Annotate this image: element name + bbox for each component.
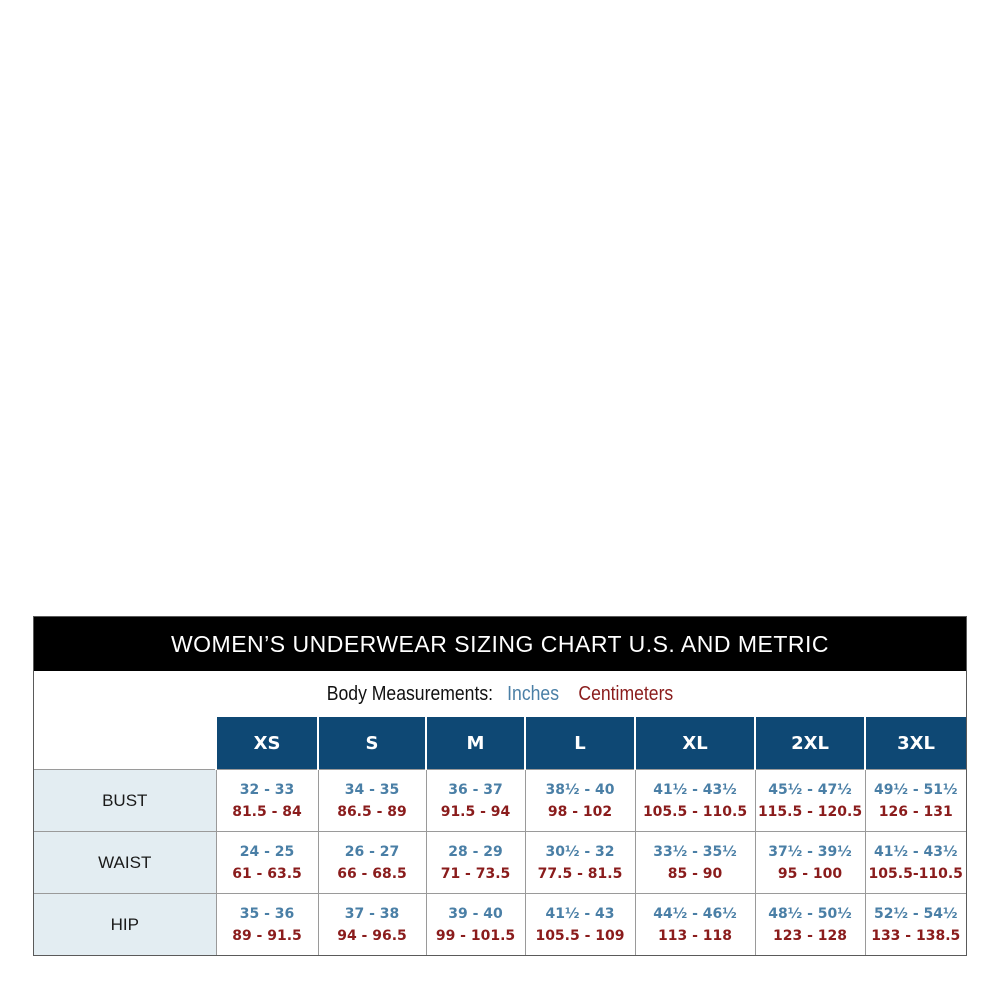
value-inches: 36 - 37 xyxy=(448,781,503,798)
table-row-bust xyxy=(34,770,966,832)
value-centimeters: 105.5 - 110.5 xyxy=(642,803,748,820)
cell-waist-l xyxy=(525,832,635,894)
cell-hip-s xyxy=(318,894,426,956)
cell-hip-2xl xyxy=(755,894,865,956)
sizing-table xyxy=(34,717,966,955)
table-row-waist xyxy=(34,832,966,894)
value-centimeters: 89 - 91.5 xyxy=(232,927,302,944)
value-inches: 39 - 40 xyxy=(448,905,503,922)
value-inches: 41½ - 43 xyxy=(545,905,615,922)
size-header-s: S xyxy=(318,717,426,770)
value-centimeters: 113 - 118 xyxy=(657,927,732,944)
value-centimeters: 61 - 63.5 xyxy=(232,865,302,882)
cell-bust-2xl xyxy=(755,770,865,832)
cell-bust-xl xyxy=(635,770,755,832)
value-centimeters: 91.5 - 94 xyxy=(440,803,511,820)
value-centimeters: 126 - 131 xyxy=(878,803,953,820)
cell-waist-xs xyxy=(216,832,318,894)
value-inches: 24 - 25 xyxy=(239,843,295,860)
chart-title: WOMEN’S UNDERWEAR SIZING CHART U.S. AND METRIC xyxy=(34,617,966,671)
legend-inches: Inches xyxy=(507,682,560,705)
value-centimeters: 105.5 - 109 xyxy=(535,927,625,944)
value-centimeters: 77.5 - 81.5 xyxy=(537,865,623,882)
cell-bust-m xyxy=(426,770,525,832)
cell-waist-3xl xyxy=(865,832,966,894)
sizing-table-body xyxy=(34,770,966,956)
value-inches: 38½ - 40 xyxy=(545,781,615,798)
value-inches: 30½ - 32 xyxy=(545,843,615,860)
cell-hip-xs xyxy=(216,894,318,956)
header-corner xyxy=(34,717,216,770)
cell-bust-xs xyxy=(216,770,318,832)
legend-label: Body Measurements: xyxy=(326,682,494,705)
value-centimeters: 115.5 - 120.5 xyxy=(757,803,863,820)
cell-hip-l xyxy=(525,894,635,956)
value-centimeters: 99 - 101.5 xyxy=(435,927,516,944)
row-label-waist: WAIST xyxy=(34,832,216,894)
value-centimeters: 66 - 68.5 xyxy=(337,865,407,882)
value-centimeters: 105.5-110.5 xyxy=(868,865,963,882)
measurement-legend xyxy=(90,671,910,717)
value-centimeters: 123 - 128 xyxy=(772,927,847,944)
cell-waist-xl xyxy=(635,832,755,894)
cell-hip-xl xyxy=(635,894,755,956)
value-centimeters: 71 - 73.5 xyxy=(440,865,511,882)
value-inches: 34 - 35 xyxy=(344,781,400,798)
value-inches: 41½ - 43½ xyxy=(873,843,958,860)
cell-bust-s xyxy=(318,770,426,832)
value-inches: 32 - 33 xyxy=(239,781,295,798)
value-inches: 52½ - 54½ xyxy=(873,905,958,922)
cell-hip-3xl xyxy=(865,894,966,956)
value-centimeters: 86.5 - 89 xyxy=(337,803,407,820)
row-label-bust: BUST xyxy=(34,770,216,832)
cell-waist-m xyxy=(426,832,525,894)
value-inches: 28 - 29 xyxy=(448,843,503,860)
size-header-xs: XS xyxy=(216,717,318,770)
value-centimeters: 85 - 90 xyxy=(667,865,723,882)
cell-bust-l xyxy=(525,770,635,832)
value-inches: 33½ - 35½ xyxy=(653,843,737,860)
value-inches: 45½ - 47½ xyxy=(768,781,852,798)
value-centimeters: 133 - 138.5 xyxy=(871,927,961,944)
row-label-hip: HIP xyxy=(34,894,216,956)
cell-bust-3xl xyxy=(865,770,966,832)
value-inches: 44½ - 46½ xyxy=(653,905,737,922)
size-header-m: M xyxy=(426,717,525,770)
cell-waist-2xl xyxy=(755,832,865,894)
size-header-row xyxy=(34,717,966,770)
value-centimeters: 98 - 102 xyxy=(547,803,613,820)
value-centimeters: 95 - 100 xyxy=(777,865,843,882)
value-centimeters: 81.5 - 84 xyxy=(232,803,302,820)
value-centimeters: 94 - 96.5 xyxy=(337,927,407,944)
size-header-xl: XL xyxy=(635,717,755,770)
size-header-l: L xyxy=(525,717,635,770)
size-header-2xl: 2XL xyxy=(755,717,865,770)
cell-hip-m xyxy=(426,894,525,956)
size-header-3xl: 3XL xyxy=(865,717,966,770)
value-inches: 35 - 36 xyxy=(239,905,295,922)
value-inches: 41½ - 43½ xyxy=(653,781,737,798)
value-inches: 26 - 27 xyxy=(344,843,400,860)
value-inches: 37½ - 39½ xyxy=(768,843,852,860)
legend-centimeters: Centimeters xyxy=(578,682,674,705)
table-row-hip xyxy=(34,894,966,956)
value-inches: 49½ - 51½ xyxy=(873,781,958,798)
cell-waist-s xyxy=(318,832,426,894)
value-inches: 37 - 38 xyxy=(344,905,400,922)
sizing-chart xyxy=(33,616,967,956)
value-inches: 48½ - 50½ xyxy=(768,905,852,922)
